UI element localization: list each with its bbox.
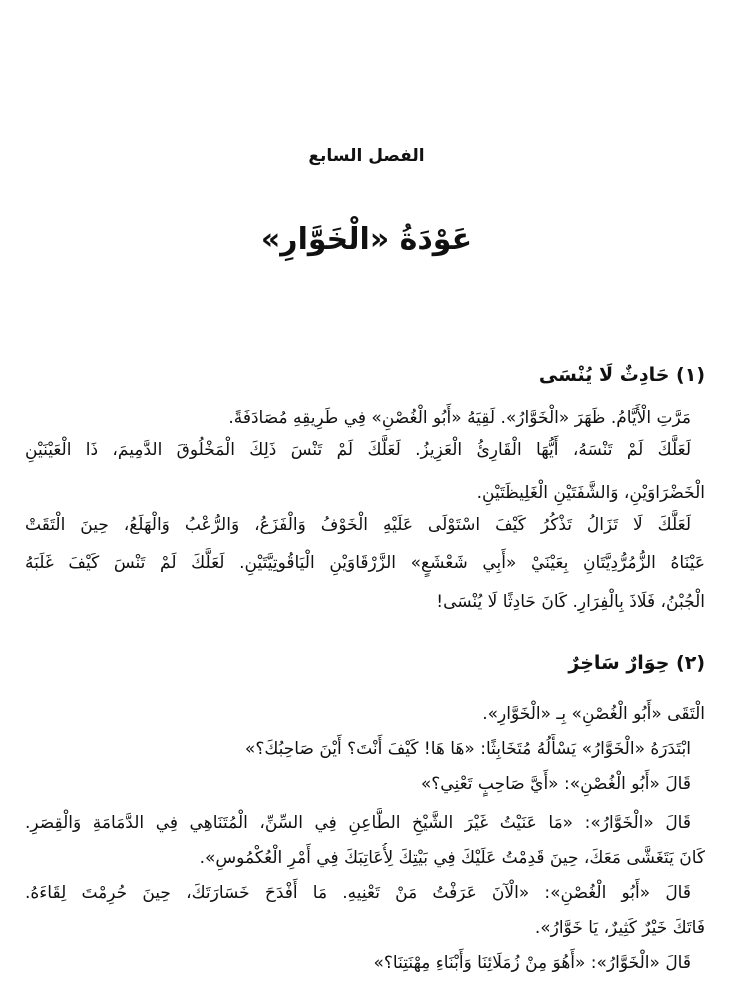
paragraph-line: فَاتَكَ خَيْرٌ كَثِيرٌ، يَا خَوَّارُ».: [534, 918, 705, 938]
paragraph-line: الْخَضْرَاوَيْنِ، وَالشَّفَتَيْنِ الْغَلِيظَتَيْنِ.: [476, 483, 705, 503]
paragraph-line: الْجُبْنُ، فَلَاذَ بِالْفِرَارِ. كَانَ حَادِثًا لَا يُنْسَى!: [436, 592, 705, 612]
chapter-title: عَوْدَةُ «الْخَوَّارِ»: [260, 222, 473, 257]
paragraph-line: قَالَ «أَبُو الْغُصْنِ»: «أَيَّ صَاحِبٍ تَعْنِي؟»: [420, 774, 691, 794]
paragraph-line: قَالَ «الْخَوَّارُ»: «أَهُوَ مِنْ زُمَلَائِنَا وَأَبْنَاءِ مِهْنَتِنَا؟»: [373, 953, 691, 973]
paragraph-line: لَعَلَّكَ لَمْ تَنْسَهُ، أَيُّهَا الْقَارِئُ الْعَزِيزُ. لَعَلَّكَ لَمْ تَنْسَ ذَلِكَ الْمَخْلُوقَ الدَّمِيمَ، ذَا الْعَيْنَيْنِ: [25, 440, 691, 460]
paragraph-line: عَيْنَاهُ الزُّمُرُّدِيَّتَانِ بِعَيْنَيْ «أَبِي شَعْشَعٍ» الزَّرْقَاوَيْنِ الْيَاقُوتِيَّتَيْنِ. لَعَلَّكَ لَمْ تَنْسَ كَيْفَ غَلَبَهُ: [25, 553, 705, 573]
paragraph-line: قَالَ «أَبُو الْغُصْنِ»: «الْآنَ عَرَفْتُ مَنْ تَعْنِيهِ. مَا أَفْدَحَ خَسَارَتَكَ، حِينَ حُرِمْتَ لِقَاءَهُ.: [25, 883, 691, 903]
paragraph-line: قَالَ «الْخَوَّارُ»: «مَا عَنَيْتُ غَيْرَ الشَّيْخِ الطَّاعِنِ فِي السِّنِّ، الْمُتَنَاهِي فِي الدَّمَامَةِ وَالْقِصَرِ.: [25, 813, 691, 833]
paragraph-line: الْتَقَى «أَبُو الْغُصْنِ» بِـ «الْخَوَّارِ».: [482, 704, 705, 724]
paragraph-line: كَانَ يَتَغَشَّى مَعَكَ، حِينَ قَدِمْتُ عَلَيْكَ فِي بَيْتِكَ لِأُعَاتِبَكَ فِي أَمْرِ الْعُكْمُوسِ».: [199, 848, 705, 868]
section-heading-1: (١) حَادِثٌ لَا يُنْسَى: [538, 364, 705, 386]
section-heading-2: (٢) حِوَارٌ سَاخِرٌ: [568, 652, 705, 674]
paragraph-line: مَرَّتِ الْأَيَّامُ. ظَهَرَ «الْخَوَّارُ». لَقِيَهُ «أَبُو الْغُصْنِ» فِي طَرِيقِهِ مُصَادَفَةً.: [228, 408, 691, 428]
chapter-label: الفصل السابع: [308, 146, 425, 166]
paragraph-line: لَعَلَّكَ لَا تَزَالُ تَذْكُرُ كَيْفَ اسْتَوْلَى عَلَيْهِ الْخَوْفُ وَالْفَزَعُ، وَالرُّعْبُ وَالْهَلَعُ، حِينَ الْتَقَتْ: [25, 515, 691, 535]
paragraph-line: ابْتَدَرَهُ «الْخَوَّارُ» يَسْأَلُهُ مُتَخَابِثًا: «هَا هَا! كَيْفَ أَنْتَ؟ أَيْنَ صَاحِبُكَ؟»: [244, 739, 691, 759]
